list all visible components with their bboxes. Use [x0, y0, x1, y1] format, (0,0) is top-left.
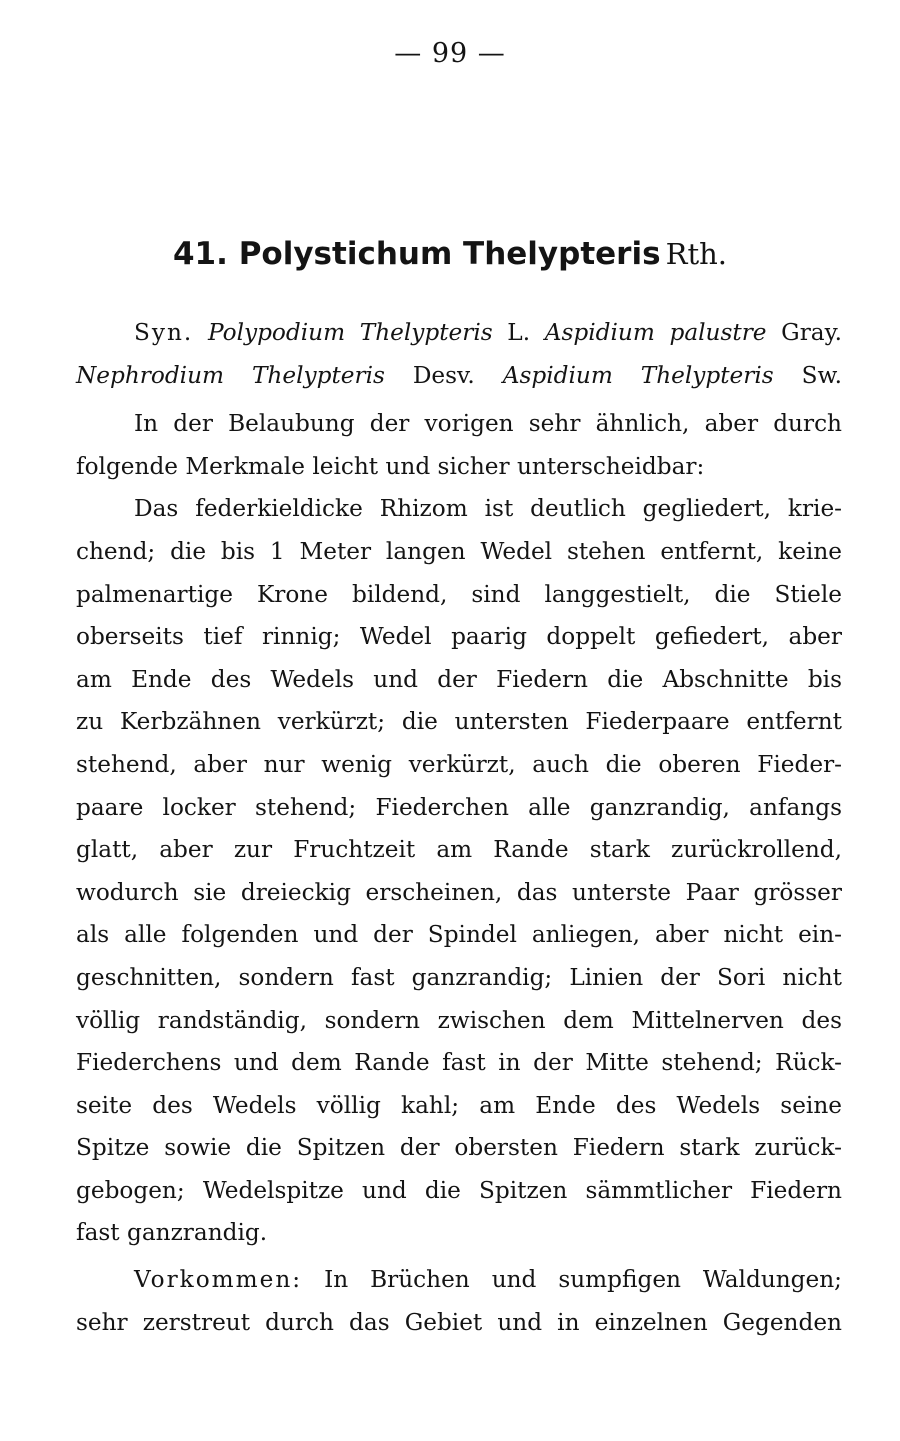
synonym-taxon-name: Nephrodium Thelypteris	[76, 361, 385, 389]
text-line: geschnitten, sondern fast ganzrandig; Linien der Sori nicht	[76, 963, 842, 991]
text-line: Das federkieldicke Rhizom ist deutlich gegliedert, krie-	[134, 495, 842, 523]
text-line: stehend, aber nur wenig verkürzt, auch die oberen Fieder-	[76, 750, 842, 778]
synonym-line	[76, 312, 842, 355]
text-line: oberseits tief rinnig; Wedel paarig doppelt gefiedert, aber	[76, 623, 842, 651]
text-line: völlig randständig, sondern zwischen dem Mittelnerven des	[76, 1006, 842, 1034]
species-name: 41. Polystichum Thelypteris	[172, 236, 661, 272]
text-line: paare locker stehend; Fiederchen alle ganzrandig, anfangs	[76, 793, 842, 821]
synonym-text: L.	[492, 319, 545, 346]
text-line: gebogen; Wedelspitze und die Spitzen sämmtlicher Fiedern	[76, 1176, 842, 1204]
text-line: palmenartige Krone bildend, sind langgestielt, die Stiele	[76, 580, 842, 608]
text-line: In der Belaubung der vorigen sehr ähnlich, aber durch	[134, 410, 842, 438]
text-line: seite des Wedels völlig kahl; am Ende des Wedels seine	[76, 1091, 842, 1119]
text-line: zu Kerbzähnen verkürzt; die untersten Fiederpaare entfernt	[76, 708, 842, 736]
synonym-taxon-name: Aspidium palustre	[544, 319, 767, 346]
text-line: glatt, aber zur Fruchtzeit am Rande stark zurückrollend,	[76, 836, 842, 864]
text-line	[76, 1259, 842, 1302]
text-line: Fiederchens und dem Rande fast in der Mitte stehend; Rück-	[76, 1049, 842, 1077]
synonym-label: Syn.	[134, 319, 194, 346]
species-heading	[0, 236, 900, 272]
paragraph-comparison	[76, 403, 842, 488]
synonym-taxon-name: Aspidium Thelypteris	[502, 361, 774, 389]
text-line: fast ganzrandig.	[76, 1219, 268, 1247]
text-line: folgende Merkmale leicht und sicher unterscheidbar:	[76, 452, 705, 480]
paragraph-description	[76, 488, 842, 1255]
species-author: Rth.	[665, 237, 728, 271]
text-line: am Ende des Wedels und der Fiedern die Abschnitte bis	[76, 665, 842, 693]
paragraph-occurrence	[76, 1259, 842, 1344]
text-line: wodurch sie dreieckig erscheinen, das unterste Paar grösser	[76, 878, 842, 906]
text-line: Spitze sowie die Spitzen der obersten Fiedern stark zurück-	[76, 1134, 842, 1162]
occurrence-label: Vorkommen:	[134, 1266, 303, 1294]
body-text	[76, 312, 842, 1344]
occurrence-text: In Brüchen und sumpfigen Waldungen;	[302, 1266, 842, 1294]
synonym-line	[76, 355, 842, 398]
text-line: als alle folgenden und der Spindel anliegen, aber nicht ein-	[76, 921, 842, 949]
synonym-text: Sw.	[773, 361, 842, 389]
synonym-taxon-name: Polypodium Thelypteris	[207, 319, 493, 346]
synonym-text: Desv.	[384, 361, 503, 389]
text-line: sehr zerstreut durch das Gebiet und in einzelnen Gegenden	[76, 1308, 842, 1336]
synonym-text: Gray.	[766, 319, 842, 346]
text-line: chend; die bis 1 Meter langen Wedel stehen entfernt, keine	[76, 537, 842, 565]
page-number: — 99 —	[394, 38, 506, 69]
